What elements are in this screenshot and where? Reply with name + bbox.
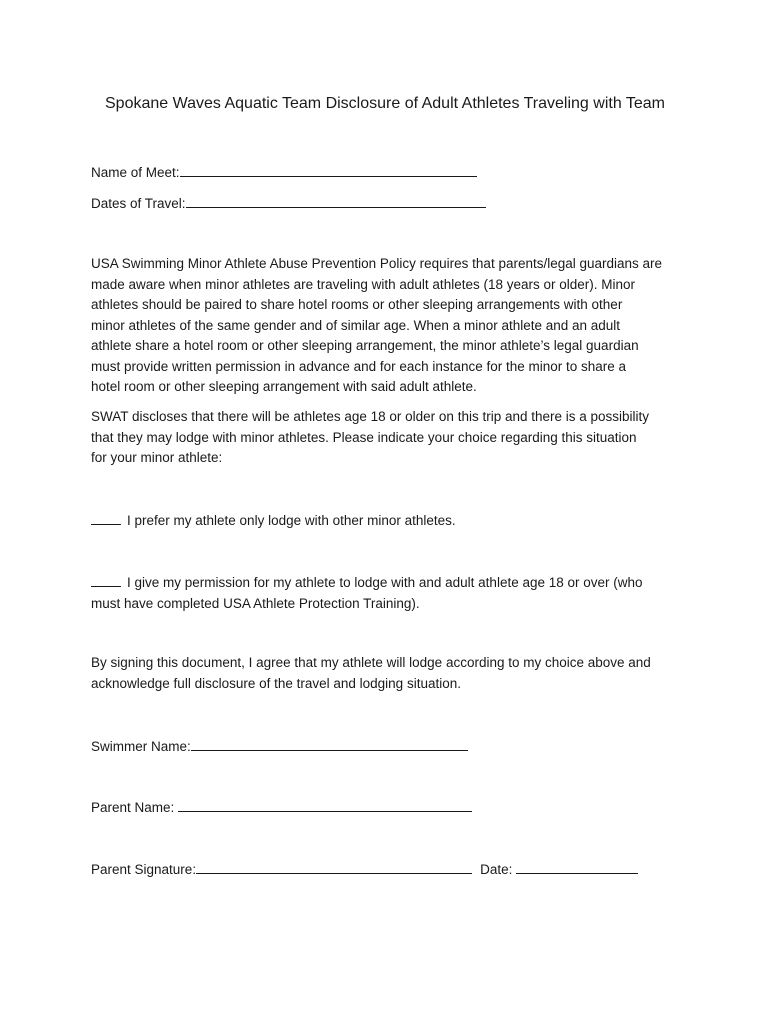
parent-signature-field (91, 859, 638, 880)
agreement-line: acknowledge full disclosure of the travel and lodging situation. (91, 675, 461, 691)
swimmer-name-label: Swimmer Name: (91, 739, 191, 754)
option-adult-permission-text-cont: must have completed USA Athlete Protection Training). (91, 595, 420, 611)
disclosure-paragraph (91, 407, 689, 469)
option-minor-only-blank[interactable] (91, 510, 121, 525)
document-title: Spokane Waves Aquatic Team Disclosure of Adult Athletes Traveling with Team (105, 95, 665, 112)
option-minor-only (91, 510, 456, 531)
policy-line: minor athletes of the same gender and of similar age. When a minor athlete and an adult (91, 317, 621, 333)
meet-name-field (91, 162, 477, 183)
parent-signature-blank[interactable] (196, 859, 472, 874)
agreement-paragraph (91, 653, 689, 694)
travel-dates-label: Dates of Travel: (91, 196, 186, 211)
policy-line: USA Swimming Minor Athlete Abuse Prevention Policy requires that parents/legal guardians are (91, 256, 663, 271)
travel-dates-blank[interactable] (186, 193, 486, 208)
disclosure-line: SWAT discloses that there will be athletes age 18 or older on this trip and there is a possibility (91, 409, 650, 424)
parent-name-label: Parent Name: (91, 800, 179, 815)
parent-signature-label: Parent Signature: (91, 862, 197, 877)
parent-name-blank[interactable] (178, 797, 472, 812)
swimmer-name-blank[interactable] (191, 736, 468, 751)
parent-name-field (91, 797, 472, 818)
travel-dates-field (91, 193, 486, 214)
policy-line: must provide written permission in advance and for each instance for the minor to share a (91, 358, 627, 374)
option-adult-permission-text: I give my permission for my athlete to lodge with and adult athlete age 18 or over (who (127, 575, 643, 590)
disclosure-line: for your minor athlete: (91, 450, 223, 465)
disclosure-line: that they may lodge with minor athletes. Please indicate your choice regarding this situation (91, 429, 637, 445)
option-minor-only-text: I prefer my athlete only lodge with other minor athletes. (127, 513, 456, 528)
swimmer-name-field (91, 736, 468, 757)
option-adult-permission (91, 572, 689, 614)
policy-line: hotel room or other sleeping arrangement with said adult athlete. (91, 379, 477, 394)
date-blank[interactable] (516, 859, 638, 874)
policy-paragraph (91, 254, 689, 398)
policy-line: athletes should be paired to share hotel rooms or other sleeping arrangements with other (91, 297, 623, 312)
date-label: Date: (480, 862, 517, 877)
option-adult-permission-blank[interactable] (91, 572, 121, 587)
policy-line: made aware when minor athletes are traveling with adult athletes (18 years or older). Minor (91, 276, 636, 292)
meet-name-blank[interactable] (180, 162, 477, 177)
agreement-line: By signing this document, I agree that my athlete will lodge according to my choice above and (91, 655, 651, 670)
meet-name-label: Name of Meet: (91, 165, 180, 180)
policy-line: athlete share a hotel room or other sleeping arrangement, the minor athlete’s legal guardian (91, 338, 639, 353)
